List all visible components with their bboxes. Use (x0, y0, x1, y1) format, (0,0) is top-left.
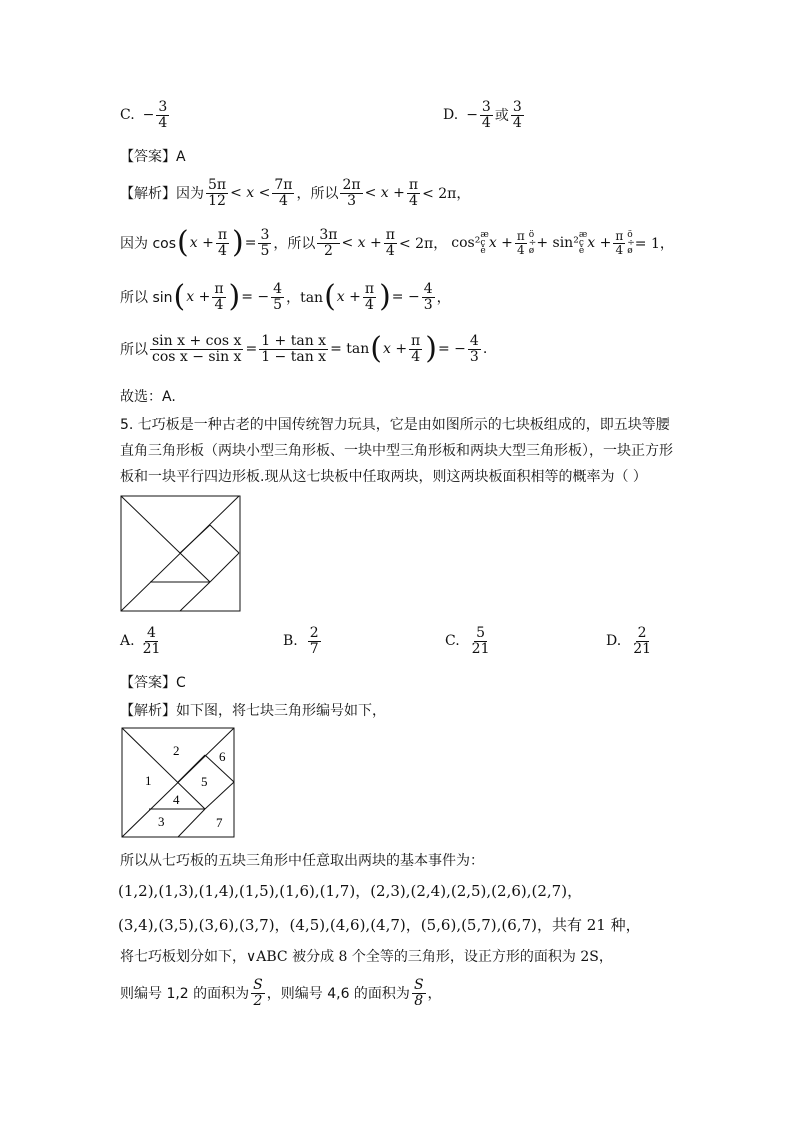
q5-stem-line1: 5. 七巧板是一种古老的中国传统智力玩具，它是由如图所示的七块板组成的，即五块等腰 (120, 417, 670, 433)
q5-option-b: B. $\frac{2}{7}$ (283, 625, 319, 657)
tangram-numbered-figure (121, 727, 236, 839)
q4-analysis-line3: 所以 sin ( x + $\frac{\pi}{4}$ ) = − $\frac{4}{5}$ ，tan ( x + $\frac{\pi}{4}$ ) = − $\frac{4}{3}$ ， (120, 279, 451, 315)
q5-area-line: 则编号 1,2 的面积为 $\frac{S}{2}$ ，则编号 4,6 的面积为 $\frac{S}{8}$ ， (120, 977, 442, 1009)
piece-label-3: 3 (158, 814, 165, 829)
piece-label-1: 1 (145, 773, 152, 788)
option-c-top: C. − $\frac{3}{4}$ (120, 99, 168, 131)
q5-stem-line3: 板和一块平行四边形板.现从这七块板中任取两块，则这两块板面积相等的概率为（ ） (120, 469, 647, 485)
q4-analysis-line4: 所以 $\frac{\text{sin x + cos x}}{\text{cos x − sin x}}$ = $\frac{\text{1 + tan x}}{\text{1 − tan x}}$ = tan ( x + $\frac{\pi}{4}$ ) = − $\frac{4}{3}$ . (120, 331, 488, 367)
fraction: $\frac{3}{4}$ (158, 99, 168, 131)
q5-events-line1: (1,2),(1,3),(1,4),(1,5),(1,6),(1,7)，(2,3),(2,4),(2,5),(2,6),(2,7)， (118, 882, 583, 900)
q5-basic-events-intro: 所以从七巧板的五块三角形中任意取出两块的基本事件为： (120, 853, 484, 869)
q5-answer: 【答案】C (120, 675, 186, 691)
option-d-top: D. − $\frac{3}{4}$ 或 $\frac{3}{4}$ (443, 99, 522, 131)
piece-label-5: 5 (201, 774, 208, 789)
q5-stem-line2: 直角三角形板（两块小型三角形板、一块中型三角形板和两块大型三角形板），一块正方形 (120, 443, 673, 459)
q5-option-a: A. $\frac{4}{21}$ (120, 625, 161, 657)
q5-analysis: 【解析】如下图，将七块三角形编号如下， (120, 703, 386, 719)
piece-label-7: 7 (216, 815, 223, 830)
q5-divide-line: 将七巧板划分如下，∨ABC 被分成 8 个全等的三角形，设正方形的面积为 2S， (120, 949, 613, 965)
q5-option-d: D. $\frac{2}{21}$ (606, 625, 652, 657)
q5-option-c: C. $\frac{5}{21}$ (445, 625, 490, 657)
piece-label-4: 4 (173, 792, 180, 807)
q4-choice: 故选：A. (120, 389, 176, 405)
piece-label-6: 6 (219, 749, 226, 764)
tangram-figure (120, 495, 242, 613)
piece-label-2: 2 (173, 743, 180, 758)
q4-analysis-line1: 【解析】因为 $\frac{5\pi}{12}$ < x < $\frac{7\pi}{4}$ ，所以 $\frac{2\pi}{3}$ < x + $\frac{\pi}{4}$ < 2π， (120, 177, 471, 209)
q4-analysis-line2: 因为 cos ( x + $\frac{\pi}{4}$ ) = $\frac{3}{5}$ ，所以 $\frac{3\pi}{2}$ < x + $\frac{\pi}{4}$ < 2π， cos² æ ç è x + $\frac{\pi}{4}$ ö ÷ ø + sin² æ ç è x + $\frac{\pi}{4}$ ö ÷ ø = 1， (120, 225, 674, 261)
q5-events-line2: (3,4),(3,5),(3,6),(3,7)，(4,5),(4,6),(4,7)，(5,6),(5,7),(6,7)，共有 21 种， (118, 916, 641, 934)
q4-answer: 【答案】A (120, 149, 186, 165)
